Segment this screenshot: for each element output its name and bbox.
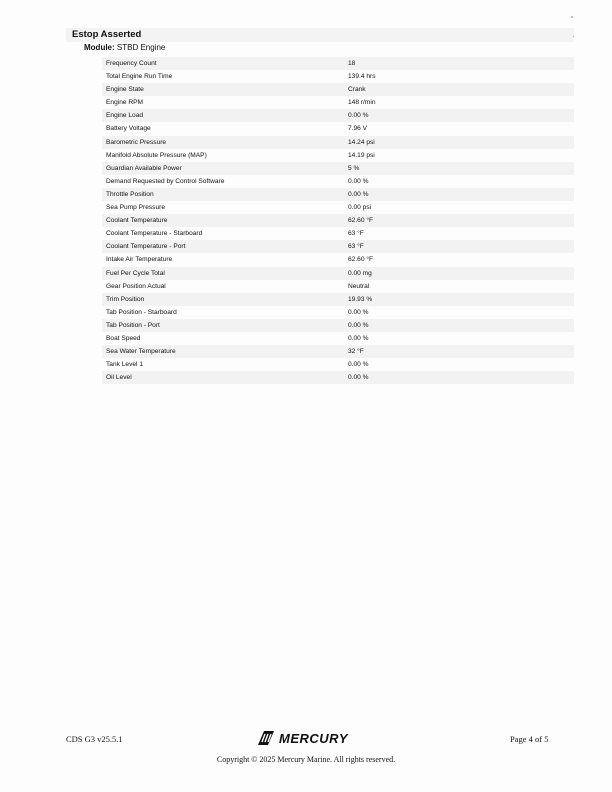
parameter-value: 0.00 mg xyxy=(348,269,372,277)
parameter-name: Battery Voltage xyxy=(106,125,151,133)
parameter-value: 63 °F xyxy=(348,230,364,238)
parameter-value: 19.93 % xyxy=(348,295,373,303)
logo-text: MERCURY xyxy=(279,730,348,746)
parameter-value: 5 % xyxy=(348,164,360,172)
module-line xyxy=(84,42,165,54)
table-row xyxy=(102,96,574,109)
parameter-value: 62.60 °F xyxy=(348,217,373,225)
mercury-logo-icon xyxy=(256,729,276,747)
parameter-name: Barometric Pressure xyxy=(106,138,167,146)
table-row xyxy=(102,188,574,201)
table-row xyxy=(102,280,574,293)
parameter-value: 7.96 V xyxy=(348,125,368,133)
parameter-value: 0.00 % xyxy=(348,321,369,329)
table-row xyxy=(102,136,574,149)
table-row xyxy=(102,332,574,345)
parameter-name: Tab Position - Starboard xyxy=(106,308,177,316)
parameter-value: 18 xyxy=(348,60,356,67)
parameter-name: Fuel Per Cycle Total xyxy=(106,269,165,277)
parameter-name: Coolant Temperature - Port xyxy=(106,243,186,251)
table-row xyxy=(102,240,574,253)
parameter-value: 32 °F xyxy=(348,348,364,356)
table-row xyxy=(102,371,574,384)
parameter-name: Gear Position Actual xyxy=(106,282,166,290)
parameter-value: 0.00 % xyxy=(348,361,369,369)
section-title: Estop Asserted xyxy=(66,28,574,42)
parameter-name: Total Engine Run Time xyxy=(106,73,173,81)
parameter-name: Sea Pump Pressure xyxy=(106,204,166,212)
table-row xyxy=(102,306,574,319)
parameter-value: 0.00 psi xyxy=(348,204,372,212)
table-row xyxy=(102,70,574,83)
parameter-table xyxy=(102,57,574,384)
parameter-value: 0.00 % xyxy=(348,334,369,342)
parameter-name: Demand Requested by Control Software xyxy=(106,177,225,185)
parameter-name: Boat Speed xyxy=(106,334,141,342)
parameter-value: 0.00 % xyxy=(348,374,369,382)
footer-version: CDS G3 v25.5.1 xyxy=(66,734,123,744)
parameter-value: Crank xyxy=(348,86,366,94)
table-row xyxy=(102,83,574,96)
parameter-value: Neutral xyxy=(348,282,370,290)
parameter-name: Throttle Position xyxy=(106,190,154,198)
parameter-value: 62.60 °F xyxy=(348,256,373,264)
table-row xyxy=(102,253,574,266)
parameter-value: 0.00 % xyxy=(348,190,369,198)
parameter-value: 0.00 % xyxy=(348,112,369,120)
scan-speck xyxy=(571,16,573,18)
parameter-value: 0.00 % xyxy=(348,308,369,316)
parameter-value: 148 r/min xyxy=(348,99,376,107)
table-row xyxy=(102,345,574,358)
parameter-name: Tank Level 1 xyxy=(106,361,144,369)
parameter-name: Frequency Count xyxy=(106,60,157,67)
table-row xyxy=(102,162,574,175)
scan-speck xyxy=(573,36,574,37)
table-row xyxy=(102,201,574,214)
table-row xyxy=(102,267,574,280)
table-row xyxy=(102,319,574,332)
parameter-name: Trim Position xyxy=(106,295,145,303)
parameter-name: Engine Load xyxy=(106,112,144,120)
table-row xyxy=(102,293,574,306)
table-row xyxy=(102,109,574,122)
parameter-value: 63 °F xyxy=(348,243,364,251)
table-row xyxy=(102,358,574,371)
module-value: STBD Engine xyxy=(116,43,166,52)
module-label: Module: xyxy=(84,43,115,52)
table-row xyxy=(102,227,574,240)
parameter-name: Guardian Available Power xyxy=(106,164,182,172)
page-number: Page 4 of 5 xyxy=(510,734,549,744)
table-row xyxy=(102,57,574,70)
parameter-name: Coolant Temperature xyxy=(106,217,168,225)
table-row xyxy=(102,175,574,188)
table-row xyxy=(102,149,574,162)
parameter-value: 0.00 % xyxy=(348,177,369,185)
parameter-name: Manifold Absolute Pressure (MAP) xyxy=(106,151,207,159)
copyright-text: Copyright © 2025 Mercury Marine. All rights reserved. xyxy=(216,755,396,764)
parameter-name: Sea Water Temperature xyxy=(106,348,176,356)
parameter-name: Intake Air Temperature xyxy=(106,256,173,264)
parameter-value: 14.19 psi xyxy=(348,151,375,159)
mercury-logo xyxy=(256,728,348,748)
table-row xyxy=(102,122,574,135)
parameter-name: Coolant Temperature - Starboard xyxy=(106,230,203,238)
parameter-name: Engine State xyxy=(106,86,144,94)
parameter-value: 139.4 hrs xyxy=(348,73,376,81)
parameter-name: Oil Level xyxy=(106,374,132,382)
parameter-value: 14.24 psi xyxy=(348,138,375,146)
parameter-name: Tab Position - Port xyxy=(106,321,160,329)
parameter-name: Engine RPM xyxy=(106,99,144,107)
table-row xyxy=(102,214,574,227)
